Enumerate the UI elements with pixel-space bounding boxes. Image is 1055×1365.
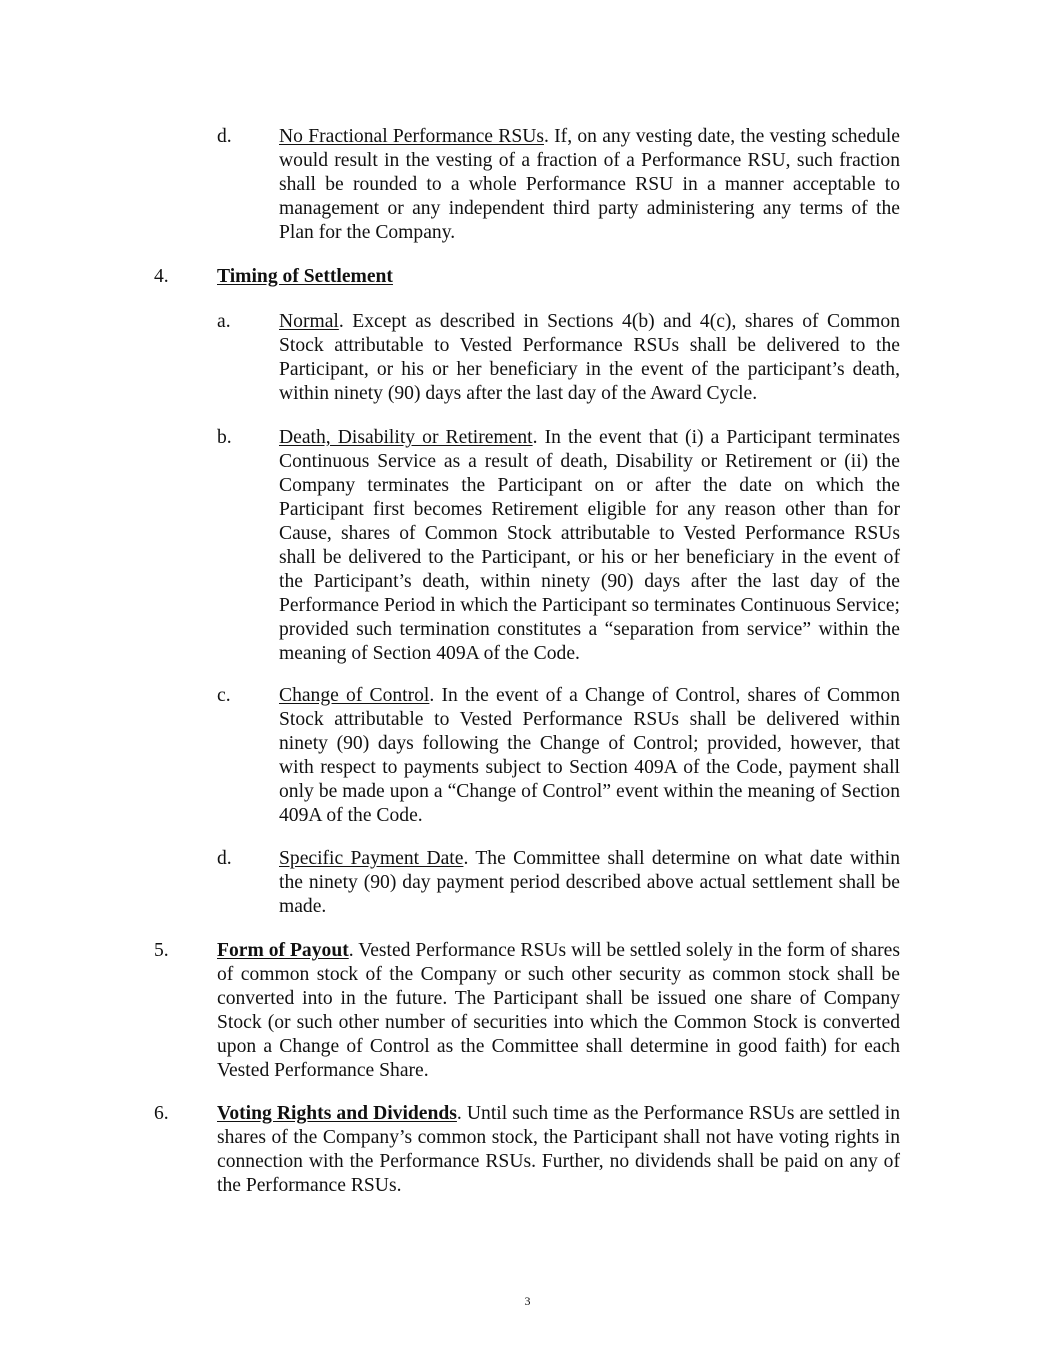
- item-4d-text: [279, 847, 900, 919]
- section-5-number: 5.: [154, 940, 169, 961]
- item-4a-marker: a.: [217, 311, 231, 332]
- item-3d-text: [279, 125, 900, 245]
- section-6-number: 6.: [154, 1103, 169, 1124]
- item-4c-text: [279, 684, 900, 828]
- item-4a-body: . Except as described in Sections 4(b) and 4(c), shares of Common Stock attributable to Vested Performance RSUs shall be delivered to the Participant, or his or her beneficiary in the event of the participant’s death, within ninety (90) days after the last day of the Award Cycle.: [279, 311, 900, 404]
- item-4d-title: Specific Payment Date: [279, 848, 464, 869]
- section-6-title: Voting Rights and Dividends: [217, 1103, 457, 1124]
- section-4-number: 4.: [154, 266, 169, 287]
- section-5-title: Form of Payout: [217, 940, 349, 961]
- item-4d-body: . The Committee shall determine on what date within the ninety (90) day payment period described above actual settlement shall be made.: [279, 848, 900, 917]
- section-5-body: . Vested Performance RSUs will be settled solely in the form of shares of common stock of the Company or such other security as common stock shall be converted into in the future. The Participant shall be issued one share of Company Stock (or such other number of securities into which the Common Stock is converted upon a Change of Control as the Committee shall determine in good faith) for each Vested Performance Share.: [217, 940, 900, 1081]
- item-4c-body: . In the event of a Change of Control, shares of Common Stock attributable to Vested Performance RSUs shall be delivered within ninety (90) days following the Change of Control; provided, however, that with respect to payments subject to Section 409A of the Code, payment shall only be made upon a “Change of Control” event within the meaning of Section 409A of the Code.: [279, 685, 901, 826]
- item-4d-marker: d.: [217, 848, 232, 869]
- item-3d-body: . If, on any vesting date, the vesting schedule would result in the vesting of a fraction of a Performance RSU, such fraction shall be rounded to a whole Performance RSU in a manner acceptable to management or any independent third party administering any terms of the Plan for the Company.: [279, 126, 901, 243]
- item-4a-title: Normal: [279, 311, 339, 332]
- page-number: 3: [524, 1294, 531, 1308]
- item-4b-text: [279, 426, 900, 666]
- section-5-text: [217, 939, 900, 1083]
- section-6-body: . Until such time as the Performance RSUs are settled in shares of the Company’s common stock, the Participant shall not have voting rights in connection with the Performance RSUs. Further, no dividends shall be paid on any of the Performance RSUs.: [217, 1103, 900, 1196]
- section-6-text: [217, 1102, 900, 1198]
- item-4c-title: Change of Control: [279, 685, 430, 706]
- item-4a-text: [279, 310, 900, 406]
- item-3d-title: No Fractional Performance RSUs: [279, 126, 544, 147]
- section-4-heading: Timing of Settlement: [217, 266, 393, 287]
- item-4b-marker: b.: [217, 427, 232, 448]
- item-4b-body: . In the event that (i) a Participant terminates Continuous Service as a result of death, Disability or Retirement or (ii) the Company terminates the Participant on or after the date on which the Participant first becomes Retirement eligible for any reason other than for Cause, shares of Common Stock attributable to Vested Performance RSUs shall be delivered to the Participant, or his or her beneficiary in the event of the Participant’s death, within ninety (90) days after the last day of the Performance Period in which the Participant so terminates Continuous Service; provided such termination constitutes a “separation from service” within the meaning of Section 409A of the Code.: [279, 427, 900, 664]
- item-4b-title: Death, Disability or Retirement: [279, 427, 533, 448]
- item-3d-marker: d.: [217, 126, 232, 147]
- item-4c-marker: c.: [217, 685, 231, 706]
